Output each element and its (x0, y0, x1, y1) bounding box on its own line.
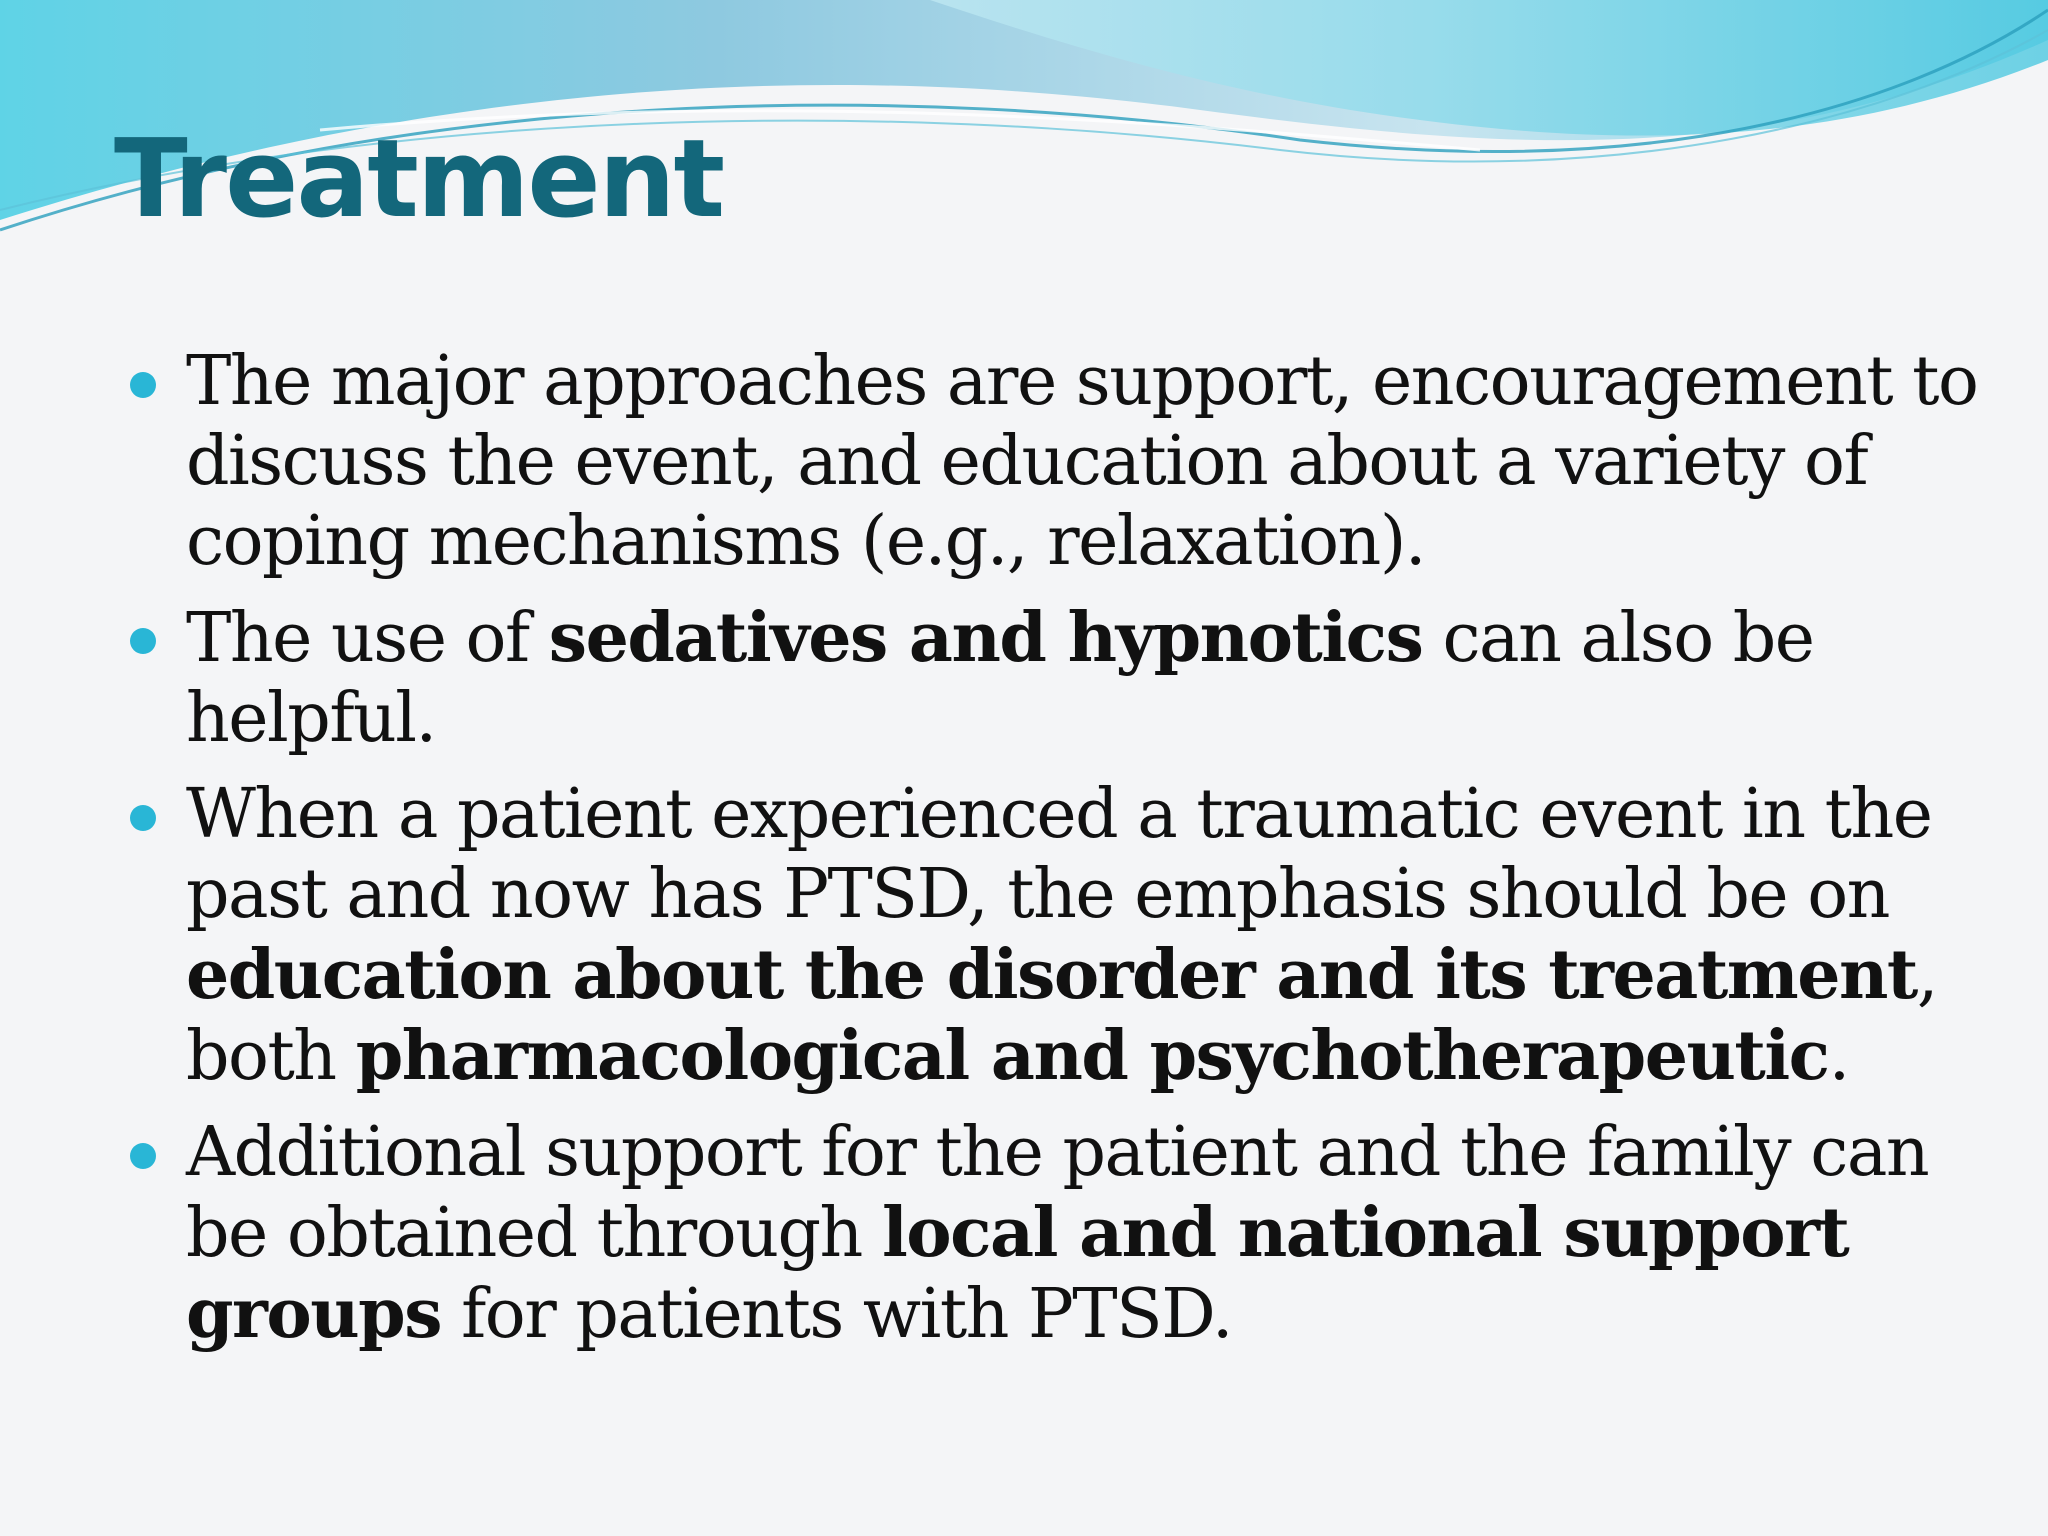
bullet-item (186, 775, 1986, 1097)
bullet-dot-icon (130, 372, 156, 398)
bullet-text (186, 1113, 1928, 1354)
bullet-text (186, 775, 1937, 1096)
bullet-fragment: . (1828, 1017, 1849, 1096)
bullet-text (186, 342, 1977, 581)
bullet-fragment: for patients with PTSD. (441, 1275, 1232, 1354)
bullet-list (186, 342, 1986, 1371)
bullet-emphasis: sedatives and hypnotics (548, 598, 1423, 678)
bullet-dot-icon (130, 805, 156, 831)
bullet-fragment: The use of (186, 599, 549, 678)
bullet-fragment: When a patient experienced a traumatic event in the past and now has PTSD, the emphasis should be on (186, 775, 1932, 934)
bullet-item (186, 1113, 1986, 1355)
bullet-fragment: , both (186, 936, 1937, 1096)
bullet-dot-icon (130, 1143, 156, 1169)
bullet-fragment: The major approaches are support, encouragement to discuss the event, and education about a variety of coping mechanisms (e.g., relaxation). (186, 342, 1978, 581)
slide-title: Treatment (114, 117, 724, 242)
bullet-emphasis: education about the disorder and its treatment (186, 935, 1917, 1015)
bullet-emphasis: local and national support groups (186, 1193, 1849, 1354)
bullet-fragment: Additional support for the patient and the family can be obtained through (186, 1113, 1929, 1273)
bullet-item (186, 342, 1986, 582)
bullet-dot-icon (130, 628, 156, 654)
bullet-emphasis: pharmacological and psychotherapeutic (355, 1016, 1829, 1096)
bullet-fragment: can also be helpful. (186, 599, 1814, 758)
bullet-item (186, 598, 1986, 759)
bullet-text (186, 599, 1814, 758)
